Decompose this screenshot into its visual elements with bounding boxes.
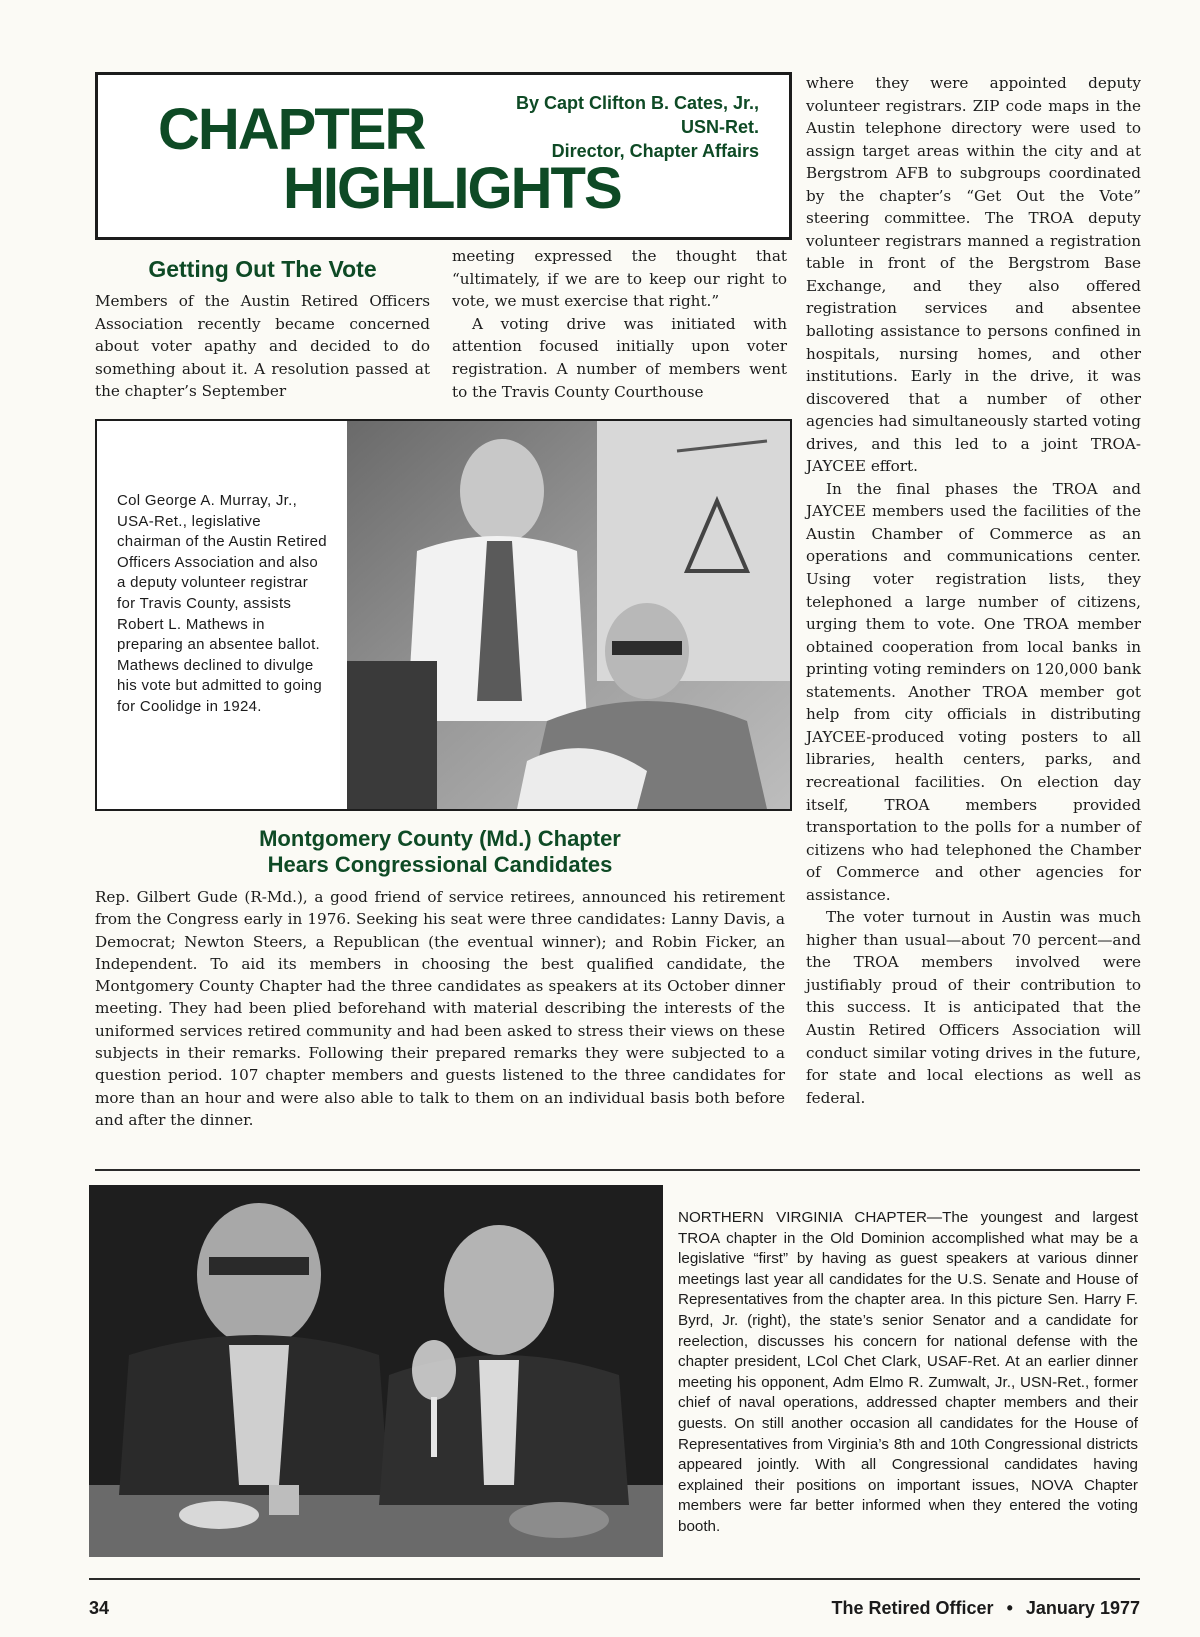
article-heading-montgomery <box>95 826 785 878</box>
chapter-title-word: CHAPTER <box>158 97 425 162</box>
article1-paragraph: meeting expressed the thought that “ultimately, if we are to keep our right to vote, we must exercise that right.” <box>452 247 787 311</box>
photo-caption-austin: Col George A. Murray, Jr., USA-Ret., legislative chairman of the Austin Retired Officers Association and also a deputy volunteer registrar for Travis County, assists Robert L. Mathews in preparing an absentee ballot. Mathews declined to divulge his vote but admitted to going for Coolidge in 1924. <box>117 492 327 715</box>
photo-box-austin <box>95 419 792 811</box>
byline <box>516 91 759 163</box>
article1-paragraph: A voting drive was initiated with attention focused initially upon voter registration. A number of members went to the Travis County Courthouse <box>452 314 787 401</box>
highlights-title-word: HIGHLIGHTS <box>283 156 621 221</box>
article1-paragraph: The voter turnout in Austin was much higher than usual—about 70 percent—and the TROA members involved were justifiably proud of their contribution to this success. It is anticipated that the Austin Retired Officers Association will conduct similar voting drives in the future, for state and local elections as well as federal. <box>806 908 1141 1107</box>
article1-column3 <box>806 72 1141 1109</box>
photo-caption-nova: NORTHERN VIRGINIA CHAPTER—The youngest and largest TROA chapter in the Old Dominion accomplished what may be a legislative “first” by having as guest speakers at various dinner meetings last year all candidates for the U.S. Senate and House of Representatives from the chapter area. In this picture Sen. Harry F. Byrd, Jr. (right), the state’s senior Senator and a candidate for reelection, discusses his concern for national defense with the chapter president, LCol Chet Clark, USAF-Ret. At an earlier dinner meeting his opponent, Adm Elmo R. Zumwalt, Jr., USN-Ret., former chief of naval operations, addressed chapter members and their guests. On still another occasion all candidates for the House of Representatives from Virginia’s 8th and 10th Congressional districts appeared jointly. With all Congressional candidates having explained their positions on important issues, NOVA Chapter members were far better informed when they entered the voting booth. <box>678 1209 1138 1535</box>
article2-heading-line: Montgomery County (Md.) Chapter <box>259 826 621 851</box>
photo-nova-dinner <box>89 1185 663 1557</box>
article1-column2 <box>452 245 787 403</box>
article1-paragraph: where they were appointed deputy volunteer registrars. ZIP code maps in the Austin telephone directory were used to assign target areas within the city and at Bergstrom AFB to subgroups coordinated by the chapter’s “Get Out the Vote” steering committee. The TROA deputy volunteer registrars manned a registration table in front of the Bergstrom Base Exchange, and they also offered registration services and absentee balloting assistance to persons confined in hospitals, nursing homes, and other institutions. Early in the drive, it was discovered that a number of other agencies had simultaneously started voting drives, and this led to a joint TROA-JAYCEE effort. <box>806 74 1141 476</box>
section-divider <box>95 1169 1140 1171</box>
footer-divider <box>89 1578 1140 1580</box>
issue-date: January 1977 <box>1025 1598 1140 1618</box>
article-heading-getting-out-the-vote: Getting Out The Vote <box>148 256 377 282</box>
article1-paragraph: Members of the Austin Retired Officers Association recently became concerned about voter apathy and decided to do something about it. A resolution passed at the chapter’s September <box>95 292 430 401</box>
byline-role: Director, Chapter Affairs <box>551 141 759 161</box>
article2-heading-line: Hears Congressional Candidates <box>267 852 613 877</box>
page-number: 34 <box>89 1598 110 1618</box>
article1-column1 <box>95 290 430 403</box>
header-box <box>95 72 792 240</box>
photo-registrar-ballot <box>347 421 790 809</box>
article1-paragraph: In the final phases the TROA and JAYCEE members used the facilities of the Austin Chamber of Commerce as an operations and communications center. Using voter registration lists, they telephoned a large number of citizens, urging them to vote. One TROA member obtained cooperation from local banks in printing voting reminders on 120,000 bank statements. Another TROA member got help from city officials in distributing JAYCEE-produced voting posters to all libraries, health centers, parks, and recreational facilities. On election day itself, TROA members provided transportation to the polls for a number of citizens who had telephoned the Chamber of Commerce and other agencies for assistance. <box>806 479 1141 904</box>
article2-body <box>95 886 785 1131</box>
publication-name: The Retired Officer <box>831 1598 994 1618</box>
footer-publication-line <box>832 1598 1140 1619</box>
byline-author: By Capt Clifton B. Cates, Jr., <box>515 93 759 113</box>
bullet-separator: • <box>1006 1598 1013 1618</box>
byline-service: USN-Ret. <box>680 117 759 137</box>
article2-paragraph: Rep. Gilbert Gude (R-Md.), a good friend of service retirees, announced his retirement from the Congress early in 1976. Seeking his seat were three candidates: Lanny Davis, a Democrat; Newton Steers, a Republican (the eventual winner); and Robin Ficker, an Independent. To aid its members in choosing the best qualified candidate, the Montgomery County Chapter had the three candidates as speakers at its October dinner meeting. They had been plied beforehand with material describing the interests of the uniformed services retired community and had been asked to stress their views on these subjects in their remarks. Following their prepared remarks they were subjected to a question period. 107 chapter members and guests listened to the three candidates for more than an hour and were also able to talk to them on an individual basis both before and after the dinner. <box>95 888 785 1129</box>
